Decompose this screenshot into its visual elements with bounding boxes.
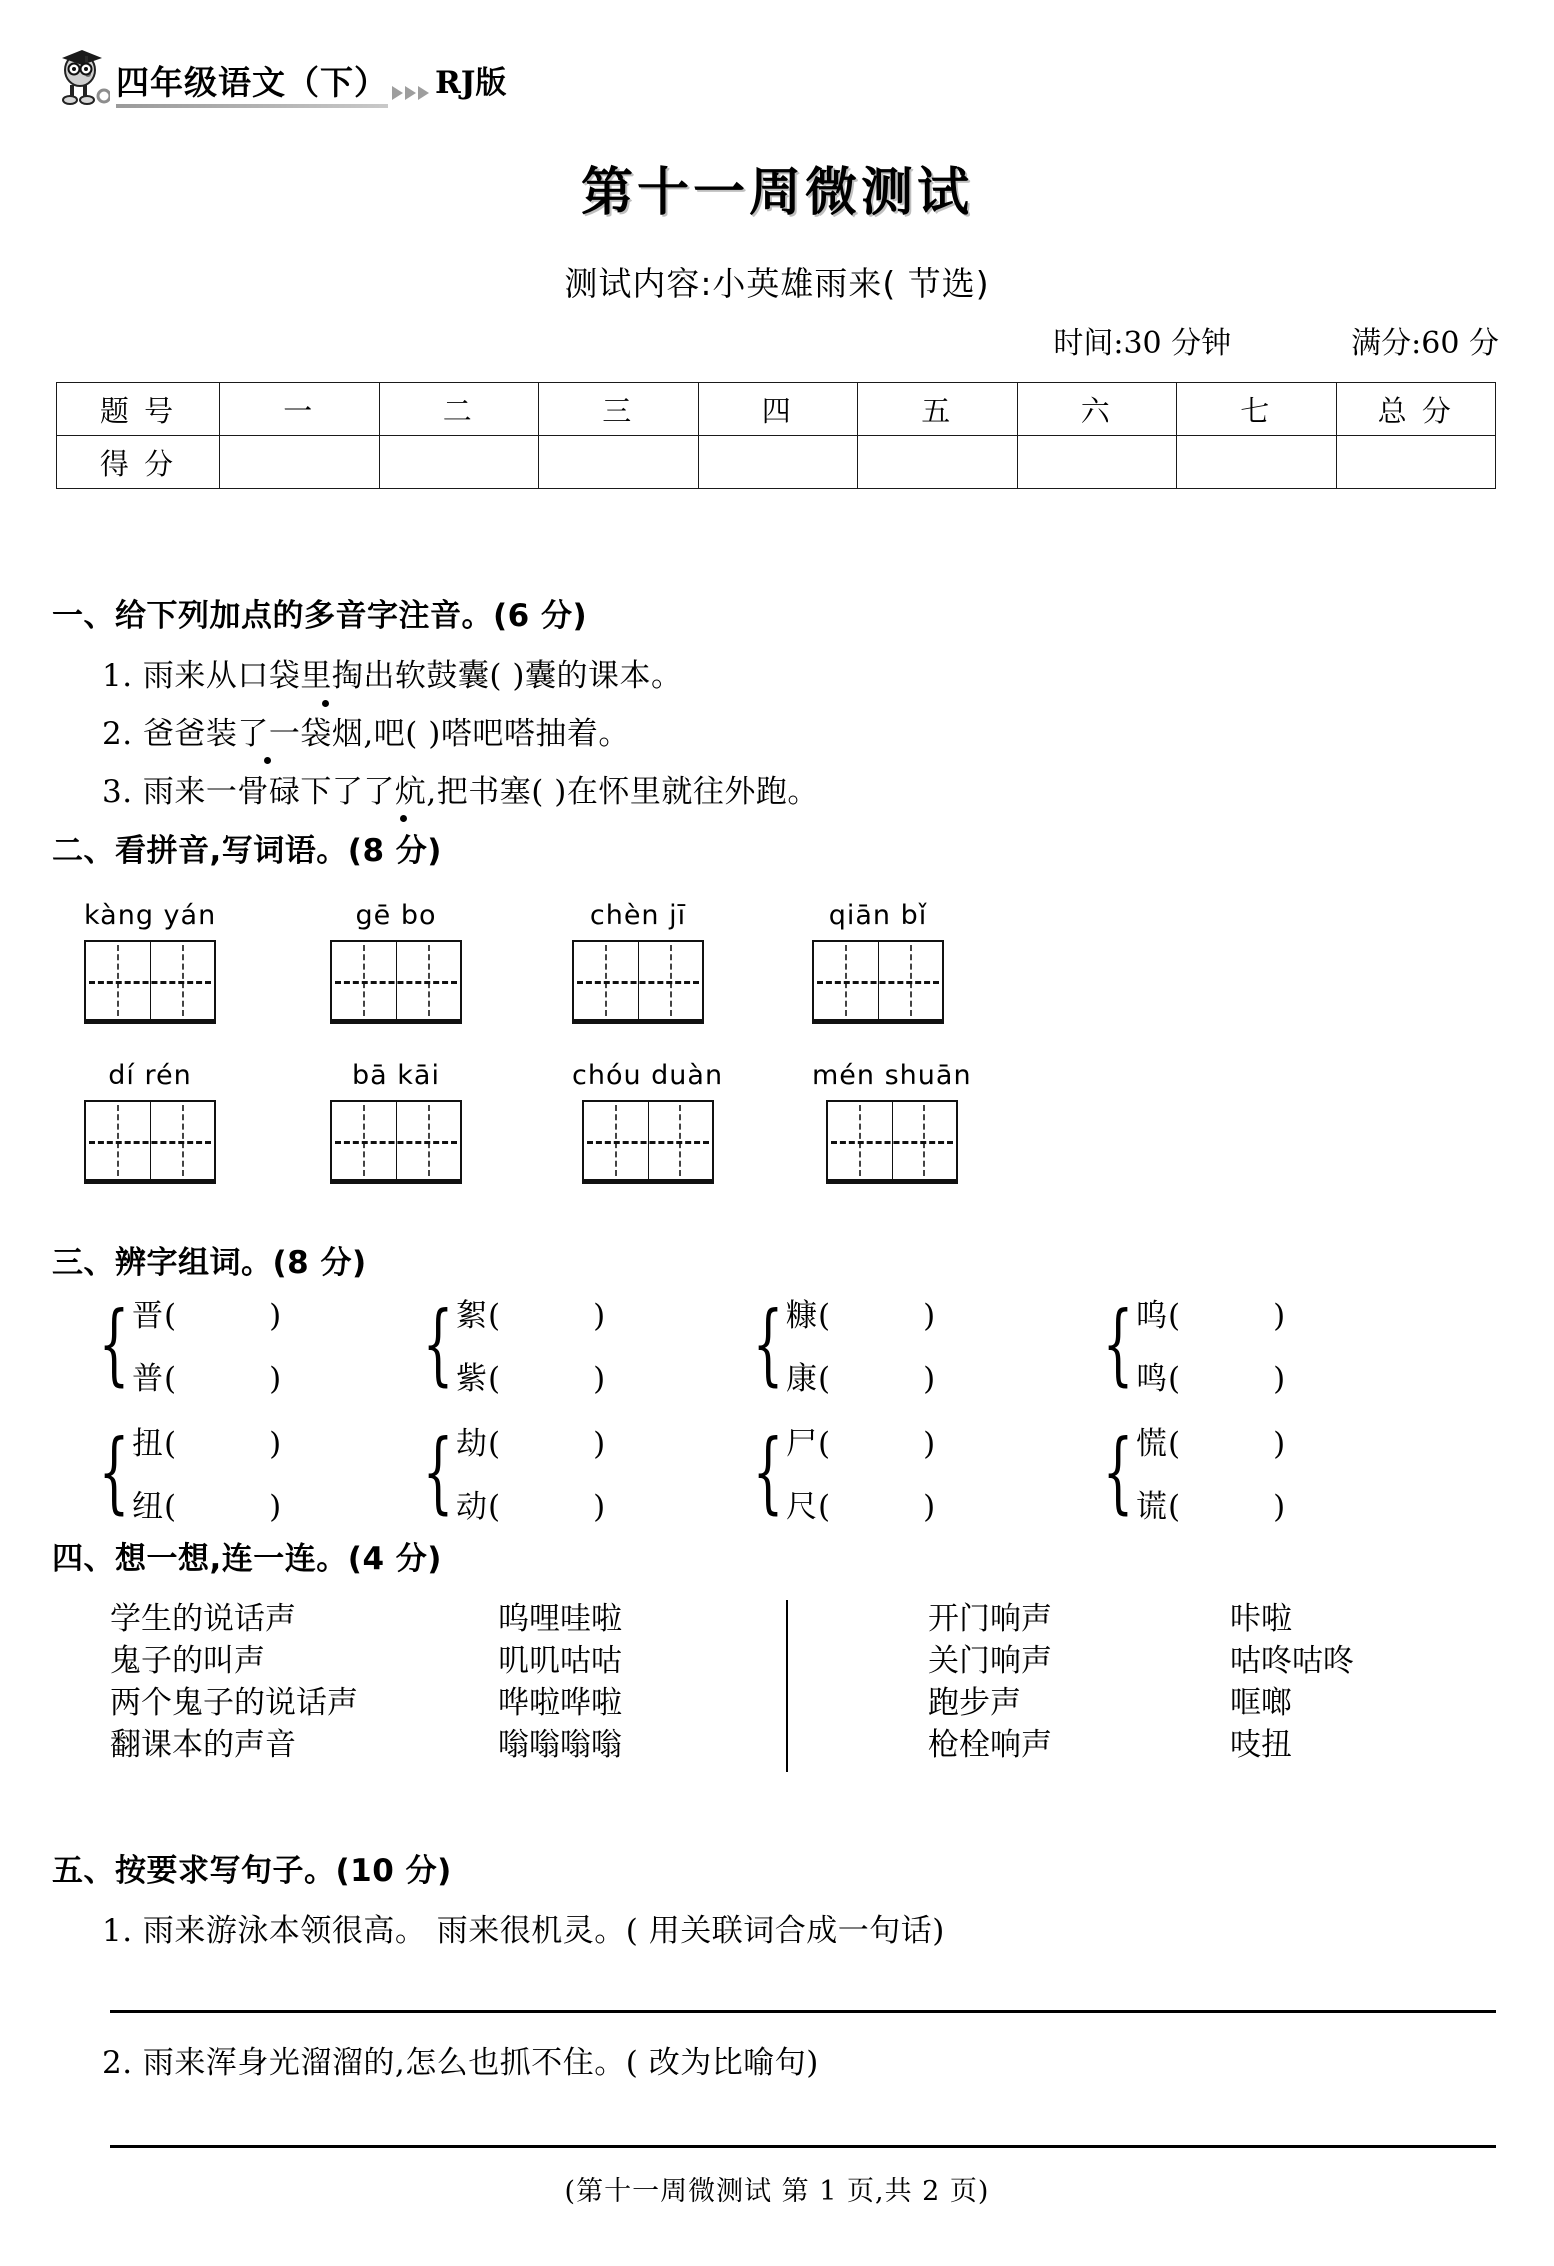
page-subtitle: 测试内容:小英雄雨来( 节选) (564, 264, 990, 303)
match-right-sound-4[interactable]: 吱扭 (1230, 1727, 1292, 1763)
char-pair-2-top[interactable]: 絮( ) (456, 1298, 607, 1334)
match-divider (786, 1600, 788, 1772)
match-left-sound-1[interactable]: 呜哩哇啦 (498, 1601, 622, 1637)
col-header-3: 三 (539, 383, 699, 436)
tianzige-box-7[interactable] (582, 1100, 714, 1184)
exam-meta (0, 318, 1554, 362)
grade-label-block (116, 63, 388, 108)
char-pair-group-3 (740, 1290, 936, 1398)
char-pair-1-bottom[interactable]: 普( ) (132, 1361, 283, 1397)
pinyin-group-2 (330, 900, 462, 1024)
emphasis-dot-3 (400, 815, 407, 822)
pinyin-label-3: chèn jī (589, 900, 687, 931)
brace-icon-7: { (752, 1419, 784, 1523)
col-header-7: 七 (1177, 383, 1337, 436)
char-pair-5-bottom[interactable]: 纽( ) (132, 1489, 283, 1525)
time-limit: 时间:30 分钟 (1053, 326, 1232, 361)
match-right-sound-1[interactable]: 咔啦 (1230, 1601, 1292, 1637)
char-pair-7-top[interactable]: 尸( ) (786, 1426, 937, 1462)
brace-icon-5: { (98, 1419, 130, 1523)
char-pair-group-8 (1090, 1418, 1286, 1526)
match-left-item-4[interactable]: 翻课本的声音 (110, 1727, 296, 1763)
col-header-6: 六 (1017, 383, 1177, 436)
brace-icon-2: { (422, 1291, 454, 1395)
match-left-sounds (498, 1598, 622, 1766)
char-pair-5-top[interactable]: 扭( ) (132, 1426, 283, 1462)
col-header-total: 总 分 (1336, 383, 1496, 436)
score-cell-6[interactable] (1017, 436, 1177, 489)
match-left-sound-3[interactable]: 哗啦哗啦 (498, 1685, 622, 1721)
pinyin-group-5 (84, 1060, 216, 1184)
char-pair-group-5 (86, 1418, 282, 1526)
col-header-1: 一 (220, 383, 380, 436)
match-right-item-1[interactable]: 开门响声 (928, 1601, 1052, 1637)
brace-icon-3: { (752, 1291, 784, 1395)
char-pair-group-2 (410, 1290, 606, 1398)
char-pair-7-bottom[interactable]: 尺( ) (786, 1489, 937, 1525)
char-pair-4-top[interactable]: 呜( ) (1136, 1298, 1287, 1334)
answer-line-2[interactable] (110, 2145, 1496, 2148)
row-label-score: 得 分 (57, 436, 220, 489)
page-title: 第十一周微测试 (580, 162, 973, 223)
tianzige-box-5[interactable] (84, 1100, 216, 1184)
match-left-item-1[interactable]: 学生的说话声 (110, 1601, 296, 1637)
triple-arrow-icon (392, 86, 429, 100)
pinyin-group-6 (330, 1060, 462, 1184)
match-left-sound-4[interactable]: 嗡嗡嗡嗡 (498, 1727, 622, 1763)
char-pair-group-1 (86, 1290, 282, 1398)
grade-underline (116, 104, 388, 108)
match-right-items (928, 1598, 1052, 1766)
char-pair-8-top[interactable]: 慌( ) (1136, 1426, 1287, 1462)
pinyin-label-8: mén shuān (812, 1060, 972, 1091)
emphasis-dot-1 (322, 700, 329, 707)
col-header-2: 二 (379, 383, 539, 436)
grade-label: 四年级语文（下） (116, 63, 388, 103)
section-heading-1: 一、给下列加点的多音字注音。(6 分) (52, 598, 588, 634)
match-right-item-4[interactable]: 枪栓响声 (928, 1727, 1052, 1763)
char-pair-4-bottom[interactable]: 鸣( ) (1136, 1361, 1287, 1397)
char-pair-1-top[interactable]: 晋( ) (132, 1298, 283, 1334)
char-pair-6-bottom[interactable]: 动( ) (456, 1489, 607, 1525)
pinyin-group-1 (84, 900, 216, 1024)
answer-line-1[interactable] (110, 2010, 1496, 2013)
table-row-question-numbers (57, 383, 1496, 436)
pinyin-label-7: chóu duàn (572, 1060, 724, 1091)
tianzige-box-2[interactable] (330, 940, 462, 1024)
row-label-question: 题 号 (57, 383, 220, 436)
char-pair-2-bottom[interactable]: 紫( ) (456, 1361, 607, 1397)
brace-icon-4: { (1102, 1291, 1134, 1395)
tianzige-box-1[interactable] (84, 940, 216, 1024)
page-footer: (第十一周微测试 第 1 页,共 2 页) (564, 2176, 990, 2207)
char-pair-group-7 (740, 1418, 936, 1526)
char-pair-8-bottom[interactable]: 谎( ) (1136, 1489, 1287, 1525)
tianzige-box-4[interactable] (812, 940, 944, 1024)
section5-item-2: 2. 雨来浑身光溜溜的,怎么也抓不住。( 改为比喻句) (102, 2045, 819, 2081)
pinyin-group-7 (572, 1060, 723, 1184)
edition-label: RJ版 (435, 65, 507, 101)
section5-item-1: 1. 雨来游泳本领很高。 雨来很机灵。( 用关联词合成一句话) (102, 1913, 945, 1949)
score-cell-3[interactable] (539, 436, 699, 489)
char-pair-6-top[interactable]: 劫( ) (456, 1426, 607, 1462)
match-right-item-3[interactable]: 跑步声 (928, 1685, 1021, 1721)
tianzige-box-8[interactable] (826, 1100, 958, 1184)
match-right-item-2[interactable]: 关门响声 (928, 1643, 1052, 1679)
char-pair-group-6 (410, 1418, 606, 1526)
tianzige-box-3[interactable] (572, 940, 704, 1024)
section-heading-5: 五、按要求写句子。(10 分) (52, 1853, 452, 1889)
section1-item-1: 1. 雨来从口袋里掏出软鼓囊( )囊的课本。 (102, 658, 683, 694)
col-header-4: 四 (698, 383, 858, 436)
table-row-scores (57, 436, 1496, 489)
section1-item-3: 3. 雨来一骨碌下了了炕,把书塞( )在怀里就往外跑。 (102, 774, 819, 810)
score-cell-4[interactable] (698, 436, 858, 489)
pinyin-group-4 (812, 900, 944, 1024)
score-cell-2[interactable] (379, 436, 539, 489)
col-header-5: 五 (858, 383, 1018, 436)
score-cell-1[interactable] (220, 436, 380, 489)
score-table (56, 382, 1496, 489)
section-heading-3: 三、辨字组词。(8 分) (52, 1245, 367, 1281)
score-cell-total[interactable] (1336, 436, 1496, 489)
pinyin-label-6: bā kāi (352, 1060, 440, 1091)
brace-icon-6: { (422, 1419, 454, 1523)
pinyin-group-8 (812, 1060, 972, 1184)
score-cell-7[interactable] (1177, 436, 1337, 489)
section1-item-2: 2. 爸爸装了一袋烟,吧( )嗒吧嗒抽着。 (102, 716, 630, 752)
section-heading-4: 四、想一想,连一连。(4 分) (52, 1541, 442, 1577)
graduate-mascot-icon (58, 44, 110, 108)
match-right-sounds (1230, 1598, 1354, 1766)
match-right-sound-2[interactable]: 咕咚咕咚 (1230, 1643, 1354, 1679)
match-left-item-2[interactable]: 鬼子的叫声 (110, 1643, 265, 1679)
total-score: 满分:60 分 (1351, 326, 1499, 361)
match-right-sound-3[interactable]: 哐啷 (1230, 1685, 1292, 1721)
tianzige-box-6[interactable] (330, 1100, 462, 1184)
brace-icon-8: { (1102, 1419, 1134, 1523)
match-left-items (110, 1598, 358, 1766)
page-header (58, 36, 506, 108)
char-pair-3-top[interactable]: 糠( ) (786, 1298, 937, 1334)
match-left-sound-2[interactable]: 叽叽咕咕 (498, 1643, 622, 1679)
match-left-item-3[interactable]: 两个鬼子的说话声 (110, 1685, 358, 1721)
emphasis-dot-2 (264, 757, 271, 764)
score-cell-5[interactable] (858, 436, 1018, 489)
pinyin-label-2: gē bo (355, 900, 437, 931)
char-pair-3-bottom[interactable]: 康( ) (786, 1361, 937, 1397)
pinyin-label-5: dí rén (108, 1060, 192, 1091)
pinyin-label-1: kàng yán (84, 900, 217, 931)
pinyin-label-4: qiān bǐ (828, 900, 928, 931)
pinyin-group-3 (572, 900, 704, 1024)
section-heading-2: 二、看拼音,写词语。(8 分) (52, 833, 442, 869)
brace-icon-1: { (98, 1291, 130, 1395)
char-pair-group-4 (1090, 1290, 1286, 1398)
